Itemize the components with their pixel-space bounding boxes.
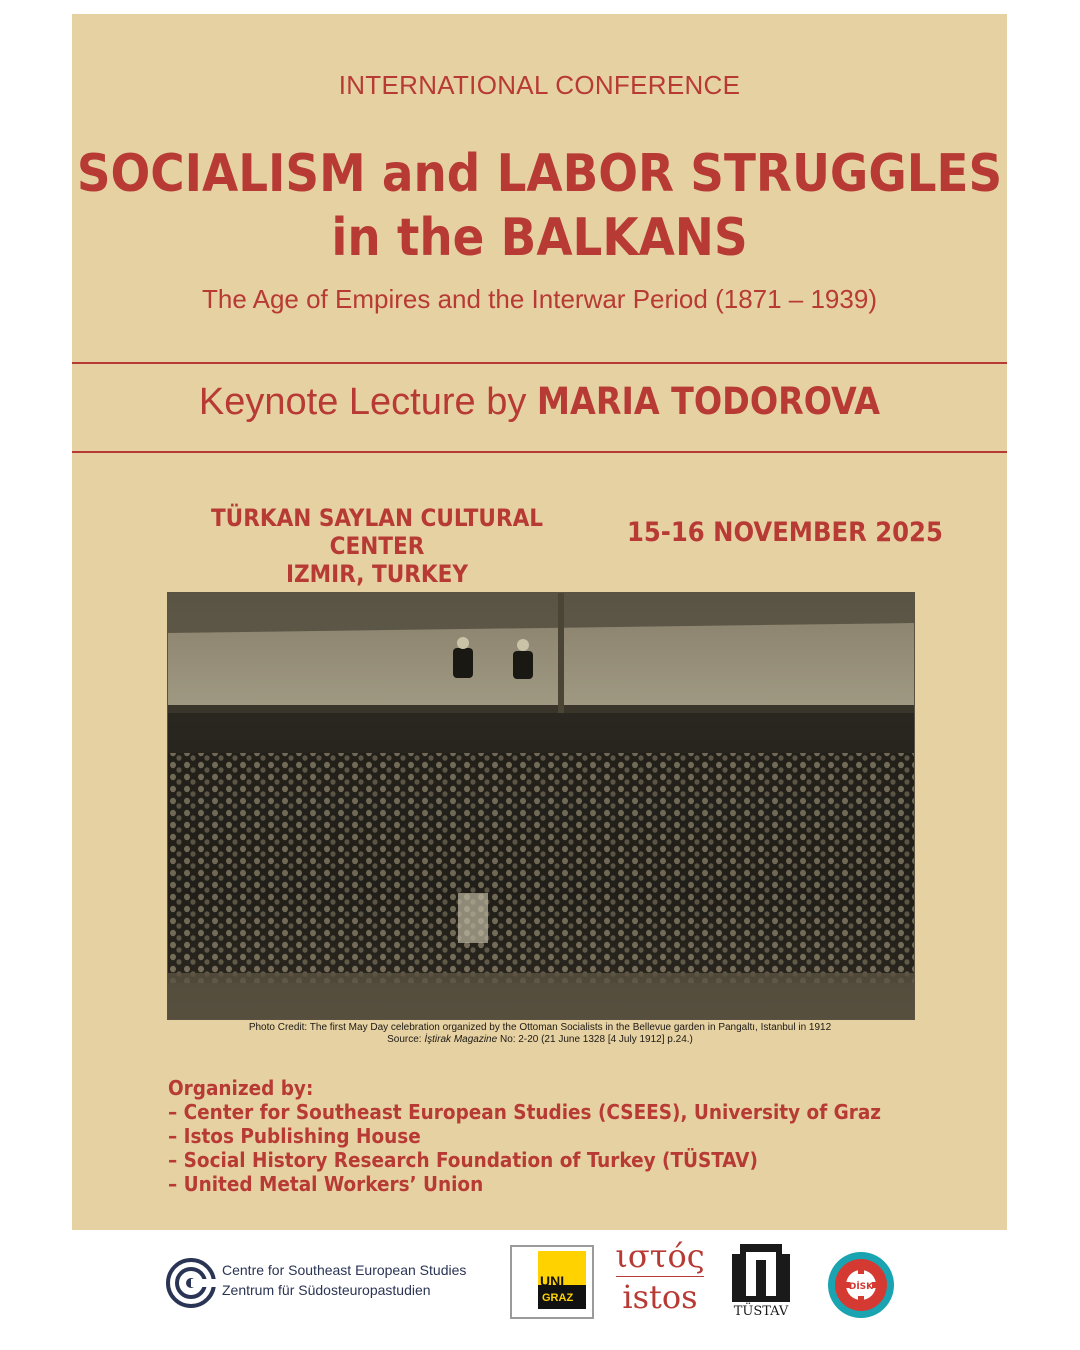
tustav-logo-text: TÜSTAV xyxy=(733,1304,789,1319)
venue-name: TÜRKAN SAYLAN CULTURAL CENTER xyxy=(210,504,544,560)
event-date: 15-16 NOVEMBER 2025 xyxy=(627,517,943,548)
conference-title xyxy=(72,142,1007,270)
venue xyxy=(167,504,587,588)
title-line-1: SOCIALISM and LABOR STRUGGLES xyxy=(76,144,1003,204)
organizer-item: – Center for Southeast European Studies (CSEES), University of Graz xyxy=(168,1100,882,1124)
poster xyxy=(72,14,1007,1230)
organizers xyxy=(168,1076,881,1196)
organizer-item: – Istos Publishing House xyxy=(168,1124,421,1148)
organizer-item: – United Metal Workers’ Union xyxy=(168,1172,484,1196)
photo-credit xyxy=(167,1022,913,1046)
photo-credit-source: Source: İştirak Magazine No: 2-20 (21 June 1328 [4 July 1912] p.24.) xyxy=(387,1034,693,1045)
keynote-speaker: MARIA TODOROVA xyxy=(536,380,881,423)
keynote-prefix: Keynote Lecture by xyxy=(198,381,537,423)
divider-bottom xyxy=(72,451,1007,453)
disk-union-logo-icon xyxy=(826,1250,896,1320)
tustav-logo-icon xyxy=(732,1244,790,1302)
crowd-photo-illustration xyxy=(168,593,914,1019)
csees-logo-text: Centre for Southeast European Studies Zentrum für Südosteuropastudien xyxy=(222,1262,467,1298)
venue-city: IZMIR, TURKEY xyxy=(285,560,468,588)
disk-logo-label: DİSK xyxy=(848,1282,874,1292)
title-line-2: in the BALKANS xyxy=(331,208,748,268)
conference-subtitle: The Age of Empires and the Interwar Period (1871 – 1939) xyxy=(202,284,877,314)
conference-kicker: INTERNATIONAL CONFERENCE xyxy=(338,70,741,100)
istos-logo: ιστός istos xyxy=(615,1237,705,1316)
partner-logos xyxy=(0,1230,1080,1350)
organizers-heading: Organized by: xyxy=(168,1076,314,1100)
keynote-line xyxy=(72,380,1007,424)
organizer-item: – Social History Research Foundation of Turkey (TÜSTAV) xyxy=(168,1148,758,1172)
source-title: İştirak Magazine xyxy=(424,1034,498,1045)
csees-logo-icon xyxy=(165,1257,217,1309)
uni-graz-logo: UNI GRAZ xyxy=(510,1245,594,1319)
divider-top xyxy=(72,362,1007,364)
historical-photo xyxy=(167,592,915,1020)
photo-credit-caption: Photo Credit: The first May Day celebration organized by the Ottoman Socialists in the Bellevue garden in Pangaltı, Istanbul in 1912 xyxy=(248,1022,832,1033)
